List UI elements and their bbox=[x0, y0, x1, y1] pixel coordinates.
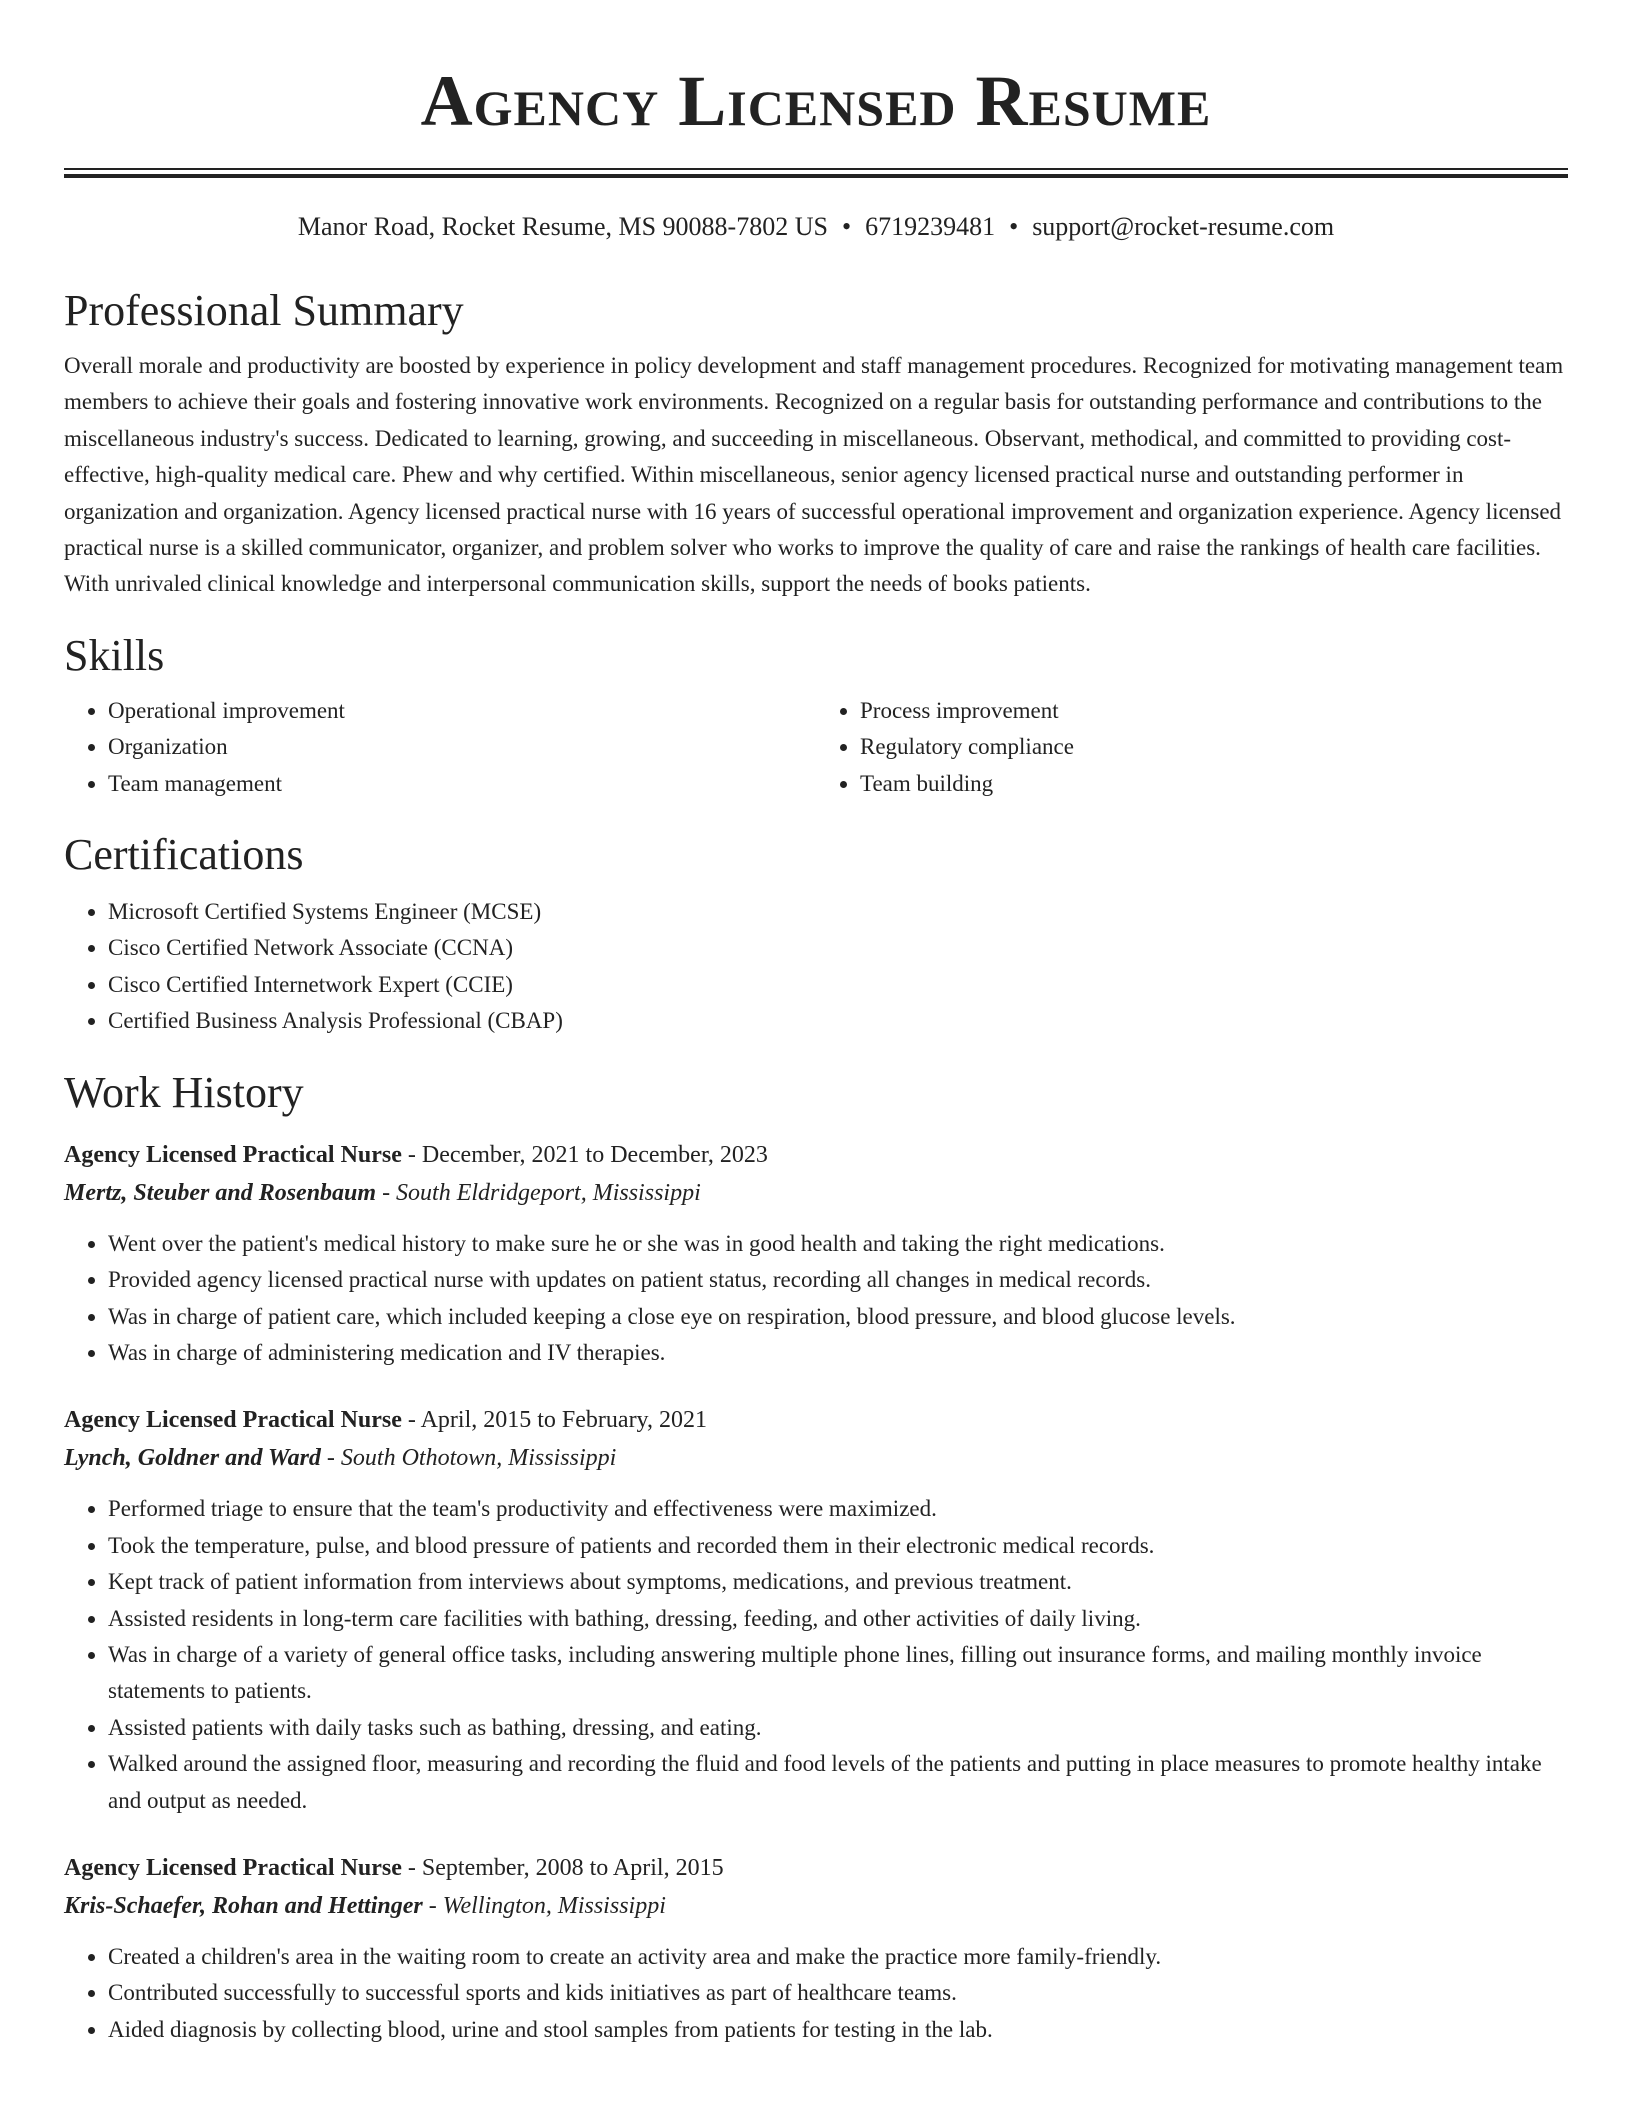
certification-item: • Cisco Certified Network Associate (CCNA) bbox=[108, 930, 1568, 966]
summary-heading: Professional Summary bbox=[64, 286, 464, 335]
certifications-list bbox=[64, 894, 1568, 1040]
title-divider bbox=[64, 168, 1568, 178]
skill-item: • Team building bbox=[860, 766, 1568, 802]
job-duty: • Kept track of patient information from interviews about symptoms, medications, and previous treatment. bbox=[108, 1564, 1568, 1600]
job-duty: • Was in charge of administering medication and IV therapies. bbox=[108, 1335, 1568, 1371]
job-title-line bbox=[64, 1849, 1568, 1887]
contact-email: support@rocket-resume.com bbox=[1032, 212, 1335, 241]
contact-separator: • bbox=[1009, 212, 1019, 241]
job-title: Agency Licensed Practical Nurse bbox=[64, 1141, 402, 1168]
job-duties bbox=[64, 1939, 1568, 2048]
job-duty: • Created a children's area in the waiting room to create an activity area and make the practice more family-friendly. bbox=[108, 1939, 1568, 1975]
job-duty: • Walked around the assigned floor, measuring and recording the fluid and food levels of the patients and putting in place measures to promote healthy intake and output as needed. bbox=[108, 1746, 1568, 1819]
job-company-line bbox=[64, 1174, 1568, 1212]
skills-column-left bbox=[64, 693, 816, 802]
skill-item: • Organization bbox=[108, 729, 816, 765]
job-company-line bbox=[64, 1439, 1568, 1477]
skill-item: • Team management bbox=[108, 766, 816, 802]
certification-item: • Certified Business Analysis Professional (CBAP) bbox=[108, 1003, 1568, 1039]
job-duty: • Assisted residents in long-term care facilities with bathing, dressing, feeding, and other activities of daily living. bbox=[108, 1601, 1568, 1637]
skills-list bbox=[64, 693, 1568, 802]
certification-item: • Cisco Certified Internetwork Expert (CCIE) bbox=[108, 967, 1568, 1003]
contact-phone: 6719239481 bbox=[865, 212, 996, 241]
job-duty: • Was in charge of patient care, which included keeping a close eye on respiration, blood pressure, and blood glucose levels. bbox=[108, 1299, 1568, 1335]
job-entry bbox=[64, 1136, 1568, 1372]
job-duty: • Provided agency licensed practical nurse with updates on patient status, recording all changes in medical records. bbox=[108, 1262, 1568, 1298]
contact-address: Manor Road, Rocket Resume, MS 90088-7802 US bbox=[297, 212, 828, 241]
job-title: Agency Licensed Practical Nurse bbox=[64, 1407, 402, 1434]
job-duties bbox=[64, 1491, 1568, 1819]
job-location: - Wellington, Mississippi bbox=[422, 1892, 666, 1919]
work-history-heading: Work History bbox=[64, 1067, 304, 1117]
job-duty: • Went over the patient's medical history to make sure he or she was in good health and taking the right medications. bbox=[108, 1226, 1568, 1262]
job-duty: • Performed triage to ensure that the team's productivity and effectiveness were maximized. bbox=[108, 1491, 1568, 1527]
certifications-heading: Certifications bbox=[64, 830, 304, 880]
job-title: Agency Licensed Practical Nurse bbox=[64, 1854, 402, 1881]
job-location: - South Eldridgeport, Mississippi bbox=[376, 1179, 701, 1206]
job-location: - South Othotown, Mississippi bbox=[320, 1445, 617, 1472]
contact-line bbox=[64, 210, 1568, 244]
job-company: Lynch, Goldner and Ward bbox=[64, 1445, 321, 1472]
job-dates: - April, 2015 to February, 2021 bbox=[401, 1407, 707, 1434]
job-duties bbox=[64, 1226, 1568, 1372]
skills-column-right bbox=[816, 693, 1568, 802]
resume-page bbox=[64, 0, 1568, 2048]
resume-title: Agency Licensed Resume bbox=[420, 61, 1212, 141]
job-dates: - September, 2008 to April, 2015 bbox=[401, 1854, 724, 1881]
job-title-line bbox=[64, 1136, 1568, 1174]
job-duty: • Contributed successfully to successful sports and kids initiatives as part of healthcare teams. bbox=[108, 1975, 1568, 2011]
job-duty: • Aided diagnosis by collecting blood, urine and stool samples from patients for testing in the lab. bbox=[108, 2012, 1568, 2048]
contact-separator: • bbox=[841, 212, 852, 241]
skill-item: • Process improvement bbox=[860, 693, 1568, 729]
skills-heading: Skills bbox=[64, 630, 165, 680]
summary-text: Overall morale and productivity are boosted by experience in policy development and staff management procedures. Recognized for motivating management team members to achieve their goals and fostering innovative work environments. Recognized on a regular basis for outstanding performance and contributions to the miscellaneous industry's success. Dedicated to learning, growing, and succeeding in miscellaneous. Observant, methodical, and committed to providing cost-effective, high-quality medical care. Phew and why certified. Within miscellaneous, senior agency licensed practical nurse and outstanding performer in organization and organization. Agency licensed practical nurse with 16 years of successful operational improvement and organization experience. Agency licensed practical nurse is a skilled communicator, organizer, and problem solver who works to improve the quality of care and raise the rankings of health care facilities. With unrivaled clinical knowledge and interpersonal communication skills, support the needs of books patients. bbox=[64, 353, 1564, 597]
job-entry bbox=[64, 1849, 1568, 2048]
skill-item: • Operational improvement bbox=[108, 693, 816, 729]
job-title-line bbox=[64, 1401, 1568, 1439]
job-company-line bbox=[64, 1887, 1568, 1925]
job-duty: • Assisted patients with daily tasks such as bathing, dressing, and eating. bbox=[108, 1710, 1568, 1746]
job-dates: - December, 2021 to December, 2023 bbox=[401, 1141, 768, 1168]
job-duty: • Was in charge of a variety of general office tasks, including answering multiple phone lines, filling out insurance forms, and mailing monthly invoice statements to patients. bbox=[108, 1637, 1568, 1710]
skill-item: • Regulatory compliance bbox=[860, 729, 1568, 765]
certification-item: • Microsoft Certified Systems Engineer (MCSE) bbox=[108, 894, 1568, 930]
job-entry bbox=[64, 1401, 1568, 1819]
job-duty: • Took the temperature, pulse, and blood pressure of patients and recorded them in their electronic medical records. bbox=[108, 1528, 1568, 1564]
job-company: Mertz, Steuber and Rosenbaum bbox=[64, 1179, 377, 1206]
job-company: Kris-Schaefer, Rohan and Hettinger bbox=[64, 1892, 423, 1919]
